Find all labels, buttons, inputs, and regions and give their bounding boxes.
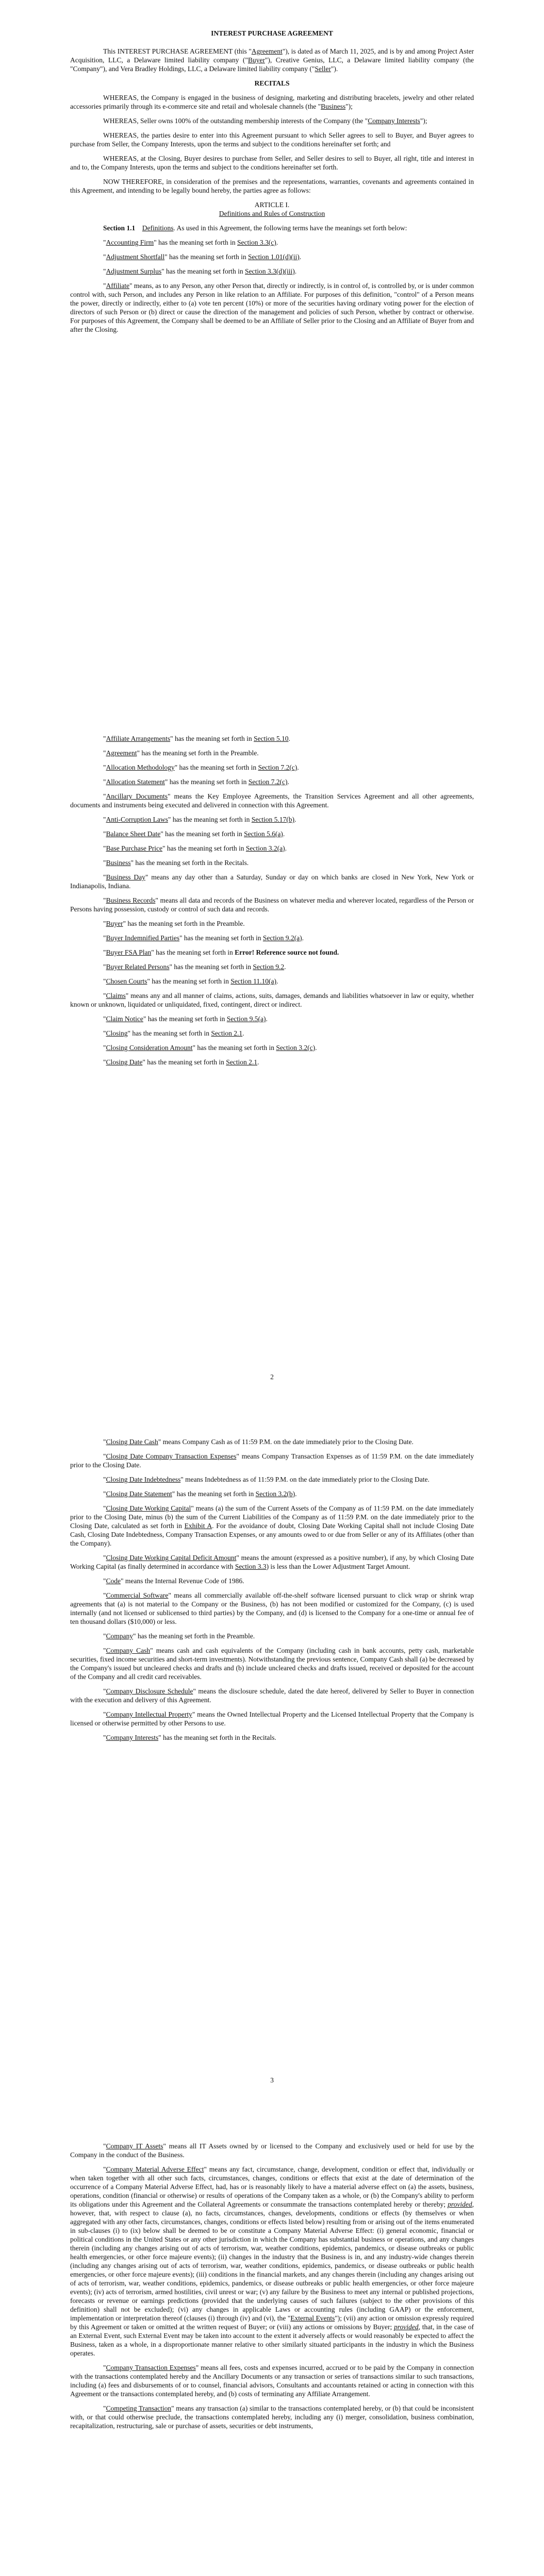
def-company-transaction-expenses: "Company Transaction Expenses" means all fees, costs and expenses incurred, accrued or to be paid by the Company in connection with the transactions contemplated hereby and the Ancillary Documents or any transaction or series of transactions similar to such transactions, including (a) fees and disbursements of or to counsel, financial advisors, Consultants and accountants retained or acting in connection with this Agreement or the transactions contemplated hereby, and (b) costs of terminating any Affiliate Arrangement.	[70, 2364, 474, 2398]
xref-link[interactable]: Section 7.2(c)	[248, 778, 288, 786]
def-company-cash: "Company Cash" means cash and cash equivalents of the Company (including cash in bank accounts, petty cash, marketable securities, fixed income securities and short-term investments). Notwithstanding the previous sentence, Company Cash shall (a) be decreased by the Company's issued but uncleared checks and drafts and (b) include uncleared checks and drafts issued, received or deposited for the account of the Company and all credit card receivables.	[70, 1647, 474, 1681]
def-code: "Code" means the Internal Revenue Code of 1986.	[103, 1577, 244, 1585]
page-3-content	[70, 1437, 474, 1748]
def-balance-sheet-date: "Balance Sheet Date" has the meaning set forth in Section 5.6(a).	[103, 830, 285, 838]
xref-link[interactable]: Section 7.2(c)	[258, 764, 298, 771]
def-closing-consideration-amount: "Closing Consideration Amount" has the meaning set forth in Section 3.2(c).	[103, 1044, 317, 1052]
xref-link[interactable]: Section 3.3(d)(iii)	[245, 267, 295, 275]
def-closing-date: "Closing Date" has the meaning set forth in Section 2.1.	[103, 1058, 259, 1066]
document-title: INTEREST PURCHASE AGREEMENT	[211, 29, 333, 37]
def-closing-date-cash: "Closing Date Cash" means Company Cash as of 11:59 P.M. on the date immediately prior to the Closing Date.	[103, 1438, 414, 1446]
def-claim-notice: "Claim Notice" has the meaning set forth in Section 9.5(a).	[103, 1015, 268, 1023]
def-chosen-courts: "Chosen Courts" has the meaning set forth in Section 11.10(a).	[103, 977, 278, 985]
whereas-business: WHEREAS, the Company is engaged in the business of designing, marketing and distributing bracelets, jewelry and other related accessories primarily through its e-commerce site and retail and wholesale channels (the "Business");	[70, 94, 474, 110]
def-affiliate-arrangements: "Affiliate Arrangements" has the meaning set forth in Section 5.10.	[103, 735, 290, 742]
def-company-it-assets: "Company IT Assets" means all IT Assets owned by or licensed to the Company and exclusively used or held for use by the Company in the conduct of the Business.	[70, 2142, 474, 2159]
xref-link[interactable]: Section 3.3(c)	[237, 239, 276, 246]
def-business-records: "Business Records" means all data and records of the Business on whatever media and wherever located, regardless of the Person or Persons having possession, custody or control of such data and records.	[70, 896, 474, 913]
xref-link[interactable]: Section 3.3	[235, 1563, 267, 1570]
article-number: ARTICLE I.	[254, 201, 290, 209]
xref-link[interactable]: Section 5.6(a)	[244, 830, 283, 838]
xref-link[interactable]: Section 11.10(a)	[230, 977, 276, 985]
recitals-heading: RECITALS	[254, 79, 290, 87]
def-buyer: "Buyer" has the meaning set forth in the Preamble.	[103, 920, 245, 927]
def-closing: "Closing" has the meaning set forth in Section 2.1.	[103, 1029, 244, 1037]
def-company-disclosure-schedule: "Company Disclosure Schedule" means the disclosure schedule, dated the date hereof, delivered by Seller to Buyer in connection with the execution and delivery of this Agreement.	[70, 1687, 474, 1704]
xref-link[interactable]: Section 2.1	[226, 1058, 257, 1066]
xref-link[interactable]: Section 9.5(a)	[226, 1015, 266, 1023]
page-3	[0, 1406, 544, 2110]
def-anti-corruption-laws: "Anti-Corruption Laws" has the meaning set forth in Section 5.17(b).	[103, 816, 296, 823]
xref-link[interactable]: Section 2.1	[211, 1029, 243, 1037]
def-buyer-fsa-plan: "Buyer FSA Plan" has the meaning set forth in Error! Reference source not found.	[103, 948, 339, 956]
def-allocation-statement: "Allocation Statement" has the meaning set forth in Section 7.2(c).	[103, 778, 289, 786]
def-business-day: "Business Day" means any day other than a Saturday, Sunday or day on which banks are closed in New York, New York or Indianapolis, Indiana.	[70, 873, 474, 890]
xref-link[interactable]: Section 3.2(c)	[276, 1044, 316, 1052]
def-company: "Company" has the meaning set forth in the Preamble.	[103, 1632, 255, 1640]
xref-link[interactable]: Section 5.17(b)	[251, 816, 294, 823]
def-adjustment-surplus: "Adjustment Surplus" has the meaning set forth in Section 3.3(d)(iii).	[103, 267, 297, 275]
page-1-content	[70, 29, 474, 340]
def-business: "Business" has the meaning set forth in the Recitals.	[103, 859, 249, 867]
xref-link[interactable]: Section 9.2	[253, 963, 285, 971]
def-buyer-related-persons: "Buyer Related Persons" has the meaning set forth in Section 9.2.	[103, 963, 286, 971]
page-1	[0, 0, 544, 703]
def-claims: "Claims" means any and all manner of claims, actions, suits, damages, demands and liabilities whatsoever in law or equity, whether known or unknown, liquidated or unliquidated, fixed, contingent, direct or indirect.	[70, 992, 474, 1008]
def-company-material-adverse-effect: "Company Material Adverse Effect" means any fact, circumstance, change, development, condition or effect that, individually or when taken together with all other such facts, circumstances, changes, conditions or effects that exist at the date of determination of the occurrence of a Company Material Adverse Effect, had, has or is reasonably likely to have a material adverse effect on (a) the assets, business, operations, condition (financial or otherwise) or results of operations of the Company taken as a whole, or (b) the Company's ability to perform its obligations under this Agreement and the Collateral Agreements or consummate the transactions contemplated hereby or thereby; provided, however, that, with respect to clause (a), no facts, circumstances, changes, developments, conditions or effects (by themselves or when aggregated with any other facts, circumstances, changes, conditions or effects listed below) resulting from or arising out of the items enumerated in sub-clauses (i) to (ix) below shall be deemed to be or constitute a Company Material Adverse Effect: (i) general economic, financial or political conditions in the United States or any other jurisdiction in which the Company has substantial business or operations, and any changes therein (including any changes arising out of acts of terrorism, war, weather conditions, epidemics, pandemics, or disease outbreaks or public health emergencies, or other force majeure events); (ii) changes in the industry that the Business is in, and any industry-wide changes therein (including any changes arising out of acts of terrorism, war, weather conditions, epidemics, pandemics, or disease outbreaks or public health emergencies, or other force majeure events); (iii) conditions in the financial markets, and any changes therein (including any changes arising out of acts of terrorism, war, weather conditions, epidemics, pandemics, or disease outbreaks or public health emergencies, or other force majeure events); (iv) acts of terrorism, armed hostilities, civil unrest or war; (v) any failure by the Business to meet any internal or published projections, forecasts or revenue or earnings predictions (provided that the underlying causes of such failures (subject to the other provisions of this definition) shall not be excluded); (vi) any changes in applicable Laws or accounting rules (including GAAP) or the enforcement, implementation or interpretation thereof (clauses (i) through (iv) and (vi), the "External Events"); (vii) any action or omission expressly required by this Agreement or taken or omitted at the written request of Buyer; or (viii) any actions or omissions by Buyer; provided, that, in the case of an External Event, such External Event may be taken into account to the extent it adversely affects or would reasonably be expected to affect the Business, taken as a whole, in a disproportionate manner relative to other similarly situated participants in the industry in which the Business operates.	[70, 2165, 474, 2357]
def-buyer-indemnified-parties: "Buyer Indemnified Parties" has the meaning set forth in Section 9.2(a).	[103, 934, 304, 942]
xref-link[interactable]: Section 3.2(a)	[245, 844, 285, 852]
xref-link[interactable]: Exhibit A	[184, 1522, 212, 1530]
def-competing-transaction: "Competing Transaction" means any transaction (a) similar to the transactions contemplated hereby, or (b) that could be inconsistent with, or that could otherwise preclude, the transactions contemplated hereby, including any (i) merger, consolidation, business combination, recapitalization, restructuring, sale or purchase of assets, securities or debt instruments,	[70, 2404, 474, 2430]
page-2-content	[70, 734, 474, 1072]
def-base-purchase-price: "Base Purchase Price" has the meaning set forth in Section 3.2(a).	[103, 844, 287, 852]
def-adjustment-shortfall: "Adjustment Shortfall" has the meaning set forth in Section 1.01(d)(ii).	[103, 253, 302, 261]
xref-link[interactable]: Section 9.2(a)	[262, 934, 302, 942]
article-title: Definitions and Rules of Construction	[219, 210, 325, 217]
def-commercial-software: "Commercial Software" means all commercially available off-the-shelf software licensed pursuant to click wrap or shrink wrap agreements that (a) is not material to the Company or the Business, (b) has not been modified or customized for the Company, (c) is used internally (and not licensed or sublicensed to third parties) by the Company, and (d) is licensed to the Company for a one-time or annual fee of ten thousand dollars ($10,000) or less.	[70, 1591, 474, 1625]
page-number: 3	[270, 2076, 274, 2084]
xref-link[interactable]: Section 5.10	[253, 735, 289, 742]
def-ancillary-documents: "Ancillary Documents" means the Key Employee Agreements, the Transition Services Agreement and all other agreements, documents and instruments being executed and delivered in connection with this Agreement.	[70, 792, 474, 809]
def-company-interests: "Company Interests" has the meaning set forth in the Recitals.	[103, 1734, 276, 1741]
def-closing-date-working-capital: "Closing Date Working Capital" means (a) the sum of the Current Assets of the Company as of 11:59 P.M. on the date immediately prior to the Closing Date, minus (b) the sum of the Current Liabilities of the Company as of 11:59 P.M. on the date immediately prior to the Closing Date, calculated as set forth in Exhibit A. For the avoidance of doubt, Closing Date Working Capital shall not include Closing Date Cash, Closing Date Indebtedness, Company Transaction Expenses, or any amounts owed to or due from Seller or any of its Affiliates (other than the Company).	[70, 1504, 474, 1547]
def-closing-date-statement: "Closing Date Statement" has the meaning set forth in Section 3.2(b).	[103, 1490, 297, 1498]
def-accounting-firm: "Accounting Firm" has the meaning set forth in Section 3.3(c).	[103, 239, 278, 246]
page-2	[0, 703, 544, 1406]
whereas-closing: WHEREAS, at the Closing, Buyer desires to purchase from Seller, and Seller desires to sell to Buyer, all right, title and interest in and to, the Company Interests, upon the terms and subject to the conditions hereinafter set forth.	[70, 155, 474, 171]
def-agreement: "Agreement" has the meaning set forth in the Preamble.	[103, 749, 259, 757]
page-4-content	[70, 2142, 474, 2436]
xref-link[interactable]: Section 1.01(d)(ii)	[248, 253, 300, 261]
def-allocation-methodology: "Allocation Methodology" has the meaning set forth in Section 7.2(c).	[103, 764, 299, 771]
xref-link[interactable]: Section 3.2(b)	[255, 1490, 295, 1498]
now-therefore: NOW THEREFORE, in consideration of the premises and the representations, warranties, covenants and agreements contained in this Agreement, and intending to be legally bound hereby, the parties agree as follows:	[70, 178, 474, 194]
section-1-1: Section 1.1 Definitions. As used in this Agreement, the following terms have the meanings set forth below:	[103, 224, 407, 232]
def-closing-date-indebtedness: "Closing Date Indebtedness" means Indebtedness as of 11:59 P.M. on the date immediately prior to the Closing Date.	[103, 1476, 430, 1483]
def-company-intellectual-property: "Company Intellectual Property" means the Owned Intellectual Property and the Licensed Intellectual Property that the Company is licensed or otherwise permitted by other Persons to use.	[70, 1710, 474, 1727]
preamble: This INTEREST PURCHASE AGREEMENT (this "Agreement"), is dated as of March 11, 2025, and is by and among Project Aster Acquisition, LLC, a Delaware limited liability company ("Buyer"), Creative Genius, LLC, a Delaware limited liability company (the "Company"), and Vera Bradley Holdings, LLC, a Delaware limited liability company ("Seller").	[70, 47, 474, 73]
whereas-interests: WHEREAS, Seller owns 100% of the outstanding membership interests of the Company (the "Company Interests");	[103, 117, 427, 125]
page-4	[0, 2110, 544, 2576]
page-number: 2	[270, 1373, 274, 1381]
def-closing-date-company-transaction-expenses: "Closing Date Company Transaction Expenses" means Company Transaction Expenses as of 11:59 P.M. on the date immediately prior to the Closing Date.	[70, 1452, 474, 1469]
whereas-desire: WHEREAS, the parties desire to enter into this Agreement pursuant to which Seller agrees to sell to Buyer, and Buyer agrees to purchase from Seller, the Company Interests, upon the terms and subject to the conditions hereinafter set forth; and	[70, 131, 474, 148]
def-closing-date-working-capital-deficit: "Closing Date Working Capital Deficit Amount" means the amount (expressed as a positive number), if any, by which Closing Date Working Capital (as finally determined in accordance with Section 3.3) is less than the Lower Adjustment Target Amount.	[70, 1554, 474, 1570]
def-affiliate: "Affiliate" means, as to any Person, any other Person that, directly or indirectly, is in control of, is controlled by, or is under common control with, such Person, and includes any Person in like relation to an Affiliate. For purposes of this definition, "control" of a Person means the power, directly or indirectly, either to (a) vote ten percent (10%) or more of the securities having ordinary voting power for the election of directors of such Person or (b) direct or cause the direction of the management and policies of such Person, whether by contract or otherwise. For purposes of this Agreement, the Company shall be deemed to be an Affiliate of Seller prior to the Closing and an Affiliate of Buyer from and after the Closing.	[70, 282, 474, 333]
